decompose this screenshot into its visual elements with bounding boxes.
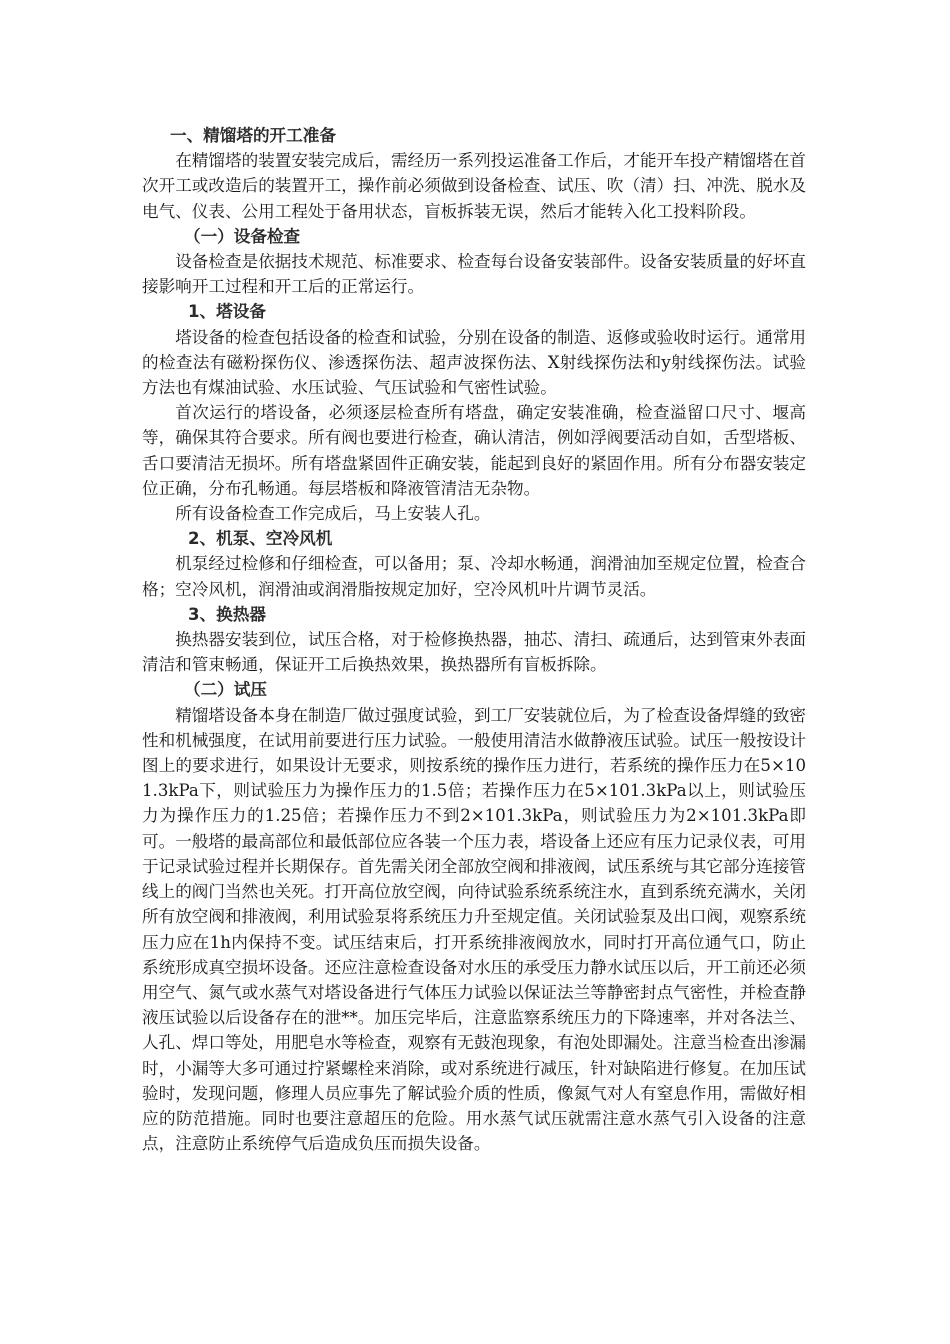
tower-equipment-paragraph-3: 所有设备检查工作完成后，马上安装人孔。: [175, 504, 491, 524]
section-heading: 一、精馏塔的开工准备: [170, 126, 336, 145]
heat-exchanger-paragraph: 换热器安装到位，试压合格，对于检修换热器，抽芯、清扫、疏通后，达到管束外表面清洁和管束畅通，保证开工后换热效果，换热器所有盲板拆除。: [142, 630, 806, 675]
equipment-inspection-paragraph: 设备检查是依据技术规范、标准要求、检查每台设备安装部件。设备安装质量的好坏直接影响开工过程和开工后的正常运行。: [142, 252, 806, 297]
subsection-heading-equipment-inspection: （一）设备检查: [184, 226, 301, 246]
document-body: [142, 123, 806, 1156]
pressure-test-paragraph: 精馏塔设备本身在制造厂做过强度试验，到工厂安装就位后，为了检查设备焊缝的致密性和机械强度，在试用前要进行压力试验。一般使用清洁水做静液压试验。试压一般按设计图上的要求进行，如果设计无要求，则按系统的操作压力进行，若系统的操作压力在5×101.3kPa下，则试验压力为操作压力的1.5倍；若操作压力在5×101.3kPa以上，则试验压力为操作压力的1.25倍；若操作压力不到2×101.3kPa，则试验压力为2×101.3kPa即可。一般塔的最高部位和最低部位应各装一个压力表，塔设备上还应有压力记录仪表，可用于记录试验过程并长期保存。首先需关闭全部放空阀和排液阀，试压系统与其它部分连接管线上的阀门当然也关死。打开高位放空阀，向待试验系统系统注水，直到系统充满水，关闭所有放空阀和排液阀，利用试验泵将系统压力升至规定值。关闭试验泵及出口阀，观察系统压力应在1h内保持不变。试压结束后，打开系统排液阀放水，同时打开高位通气口，防止系统形成真空损坏设备。还应注意检查设备对水压的承受压力静水试压以后，开工前还必须用空气、氮气或水蒸气对塔设备进行气体压力试验以保证法兰等静密封点气密性，并检查静液压试验以后设备存在的泄**。加压完毕后，注意监察系统压力的下降速率，并对各法兰、人孔、焊口等处，用肥皂水等检查，观察有无鼓泡现象，有泡处即漏处。注意当检查出渗漏时，小漏等大多可通过拧紧螺栓来消除，或对系统进行减压，针对缺陷进行修复。在加压试验时，发现问题，修理人员应事先了解试验介质的性质，像氮气对人有窒息作用，需做好相应的防范措施。同时也要注意超压的危险。用水蒸气试压就需注意水蒸气引入设备的注意点，注意防止系统停气后造成负压而损失设备。: [142, 705, 806, 1154]
item-heading-pumps-fans: 2、机泵、空冷风机: [188, 529, 333, 549]
tower-equipment-paragraph-2: 首次运行的塔设备，必须逐层检查所有塔盘，确定安装准确，检查溢留口尺寸、堰高等，确保其符合要求。所有阀也要进行检查，确认清洁，例如浮阀要活动自如，舌型塔板、舌口要清洁无损坏。所有塔盘紧固件正确安装，能起到良好的紧固作用。所有分布器安装定位正确，分布孔畅通。每层塔板和降液管清洁无杂物。: [142, 403, 806, 498]
tower-equipment-paragraph-1: 塔设备的检查包括设备的检查和试验，分别在设备的制造、返修或验收时运行。通常用的检查法有磁粉探伤仪、渗透探伤法、超声波探伤法、X射线探伤法和y射线探伤法。试验方法也有煤油试验、水压试验、气压试验和气密性试验。: [142, 327, 806, 398]
item-heading-heat-exchanger: 3、换热器: [188, 604, 266, 624]
subsection-heading-pressure-test: （二）试压: [184, 680, 267, 700]
section-intro-paragraph: 在精馏塔的装置安装完成后，需经历一系列投运准备工作后，才能开车投产精馏塔在首次开工或改造后的装置开工，操作前必须做到设备检查、试压、吹（清）扫、冲洗、脱水及电气、仪表、公用工程处于备用状态，盲板拆装无误，然后才能转入化工投料阶段。: [142, 151, 806, 221]
item-heading-tower-equipment: 1、塔设备: [188, 302, 266, 322]
pumps-fans-paragraph: 机泵经过检修和仔细检查，可以备用；泵、冷却水畅通，润滑油加至规定位置，检查合格；空冷风机，润滑油或润滑脂按规定加好，空冷风机叶片调节灵活。: [142, 554, 806, 599]
